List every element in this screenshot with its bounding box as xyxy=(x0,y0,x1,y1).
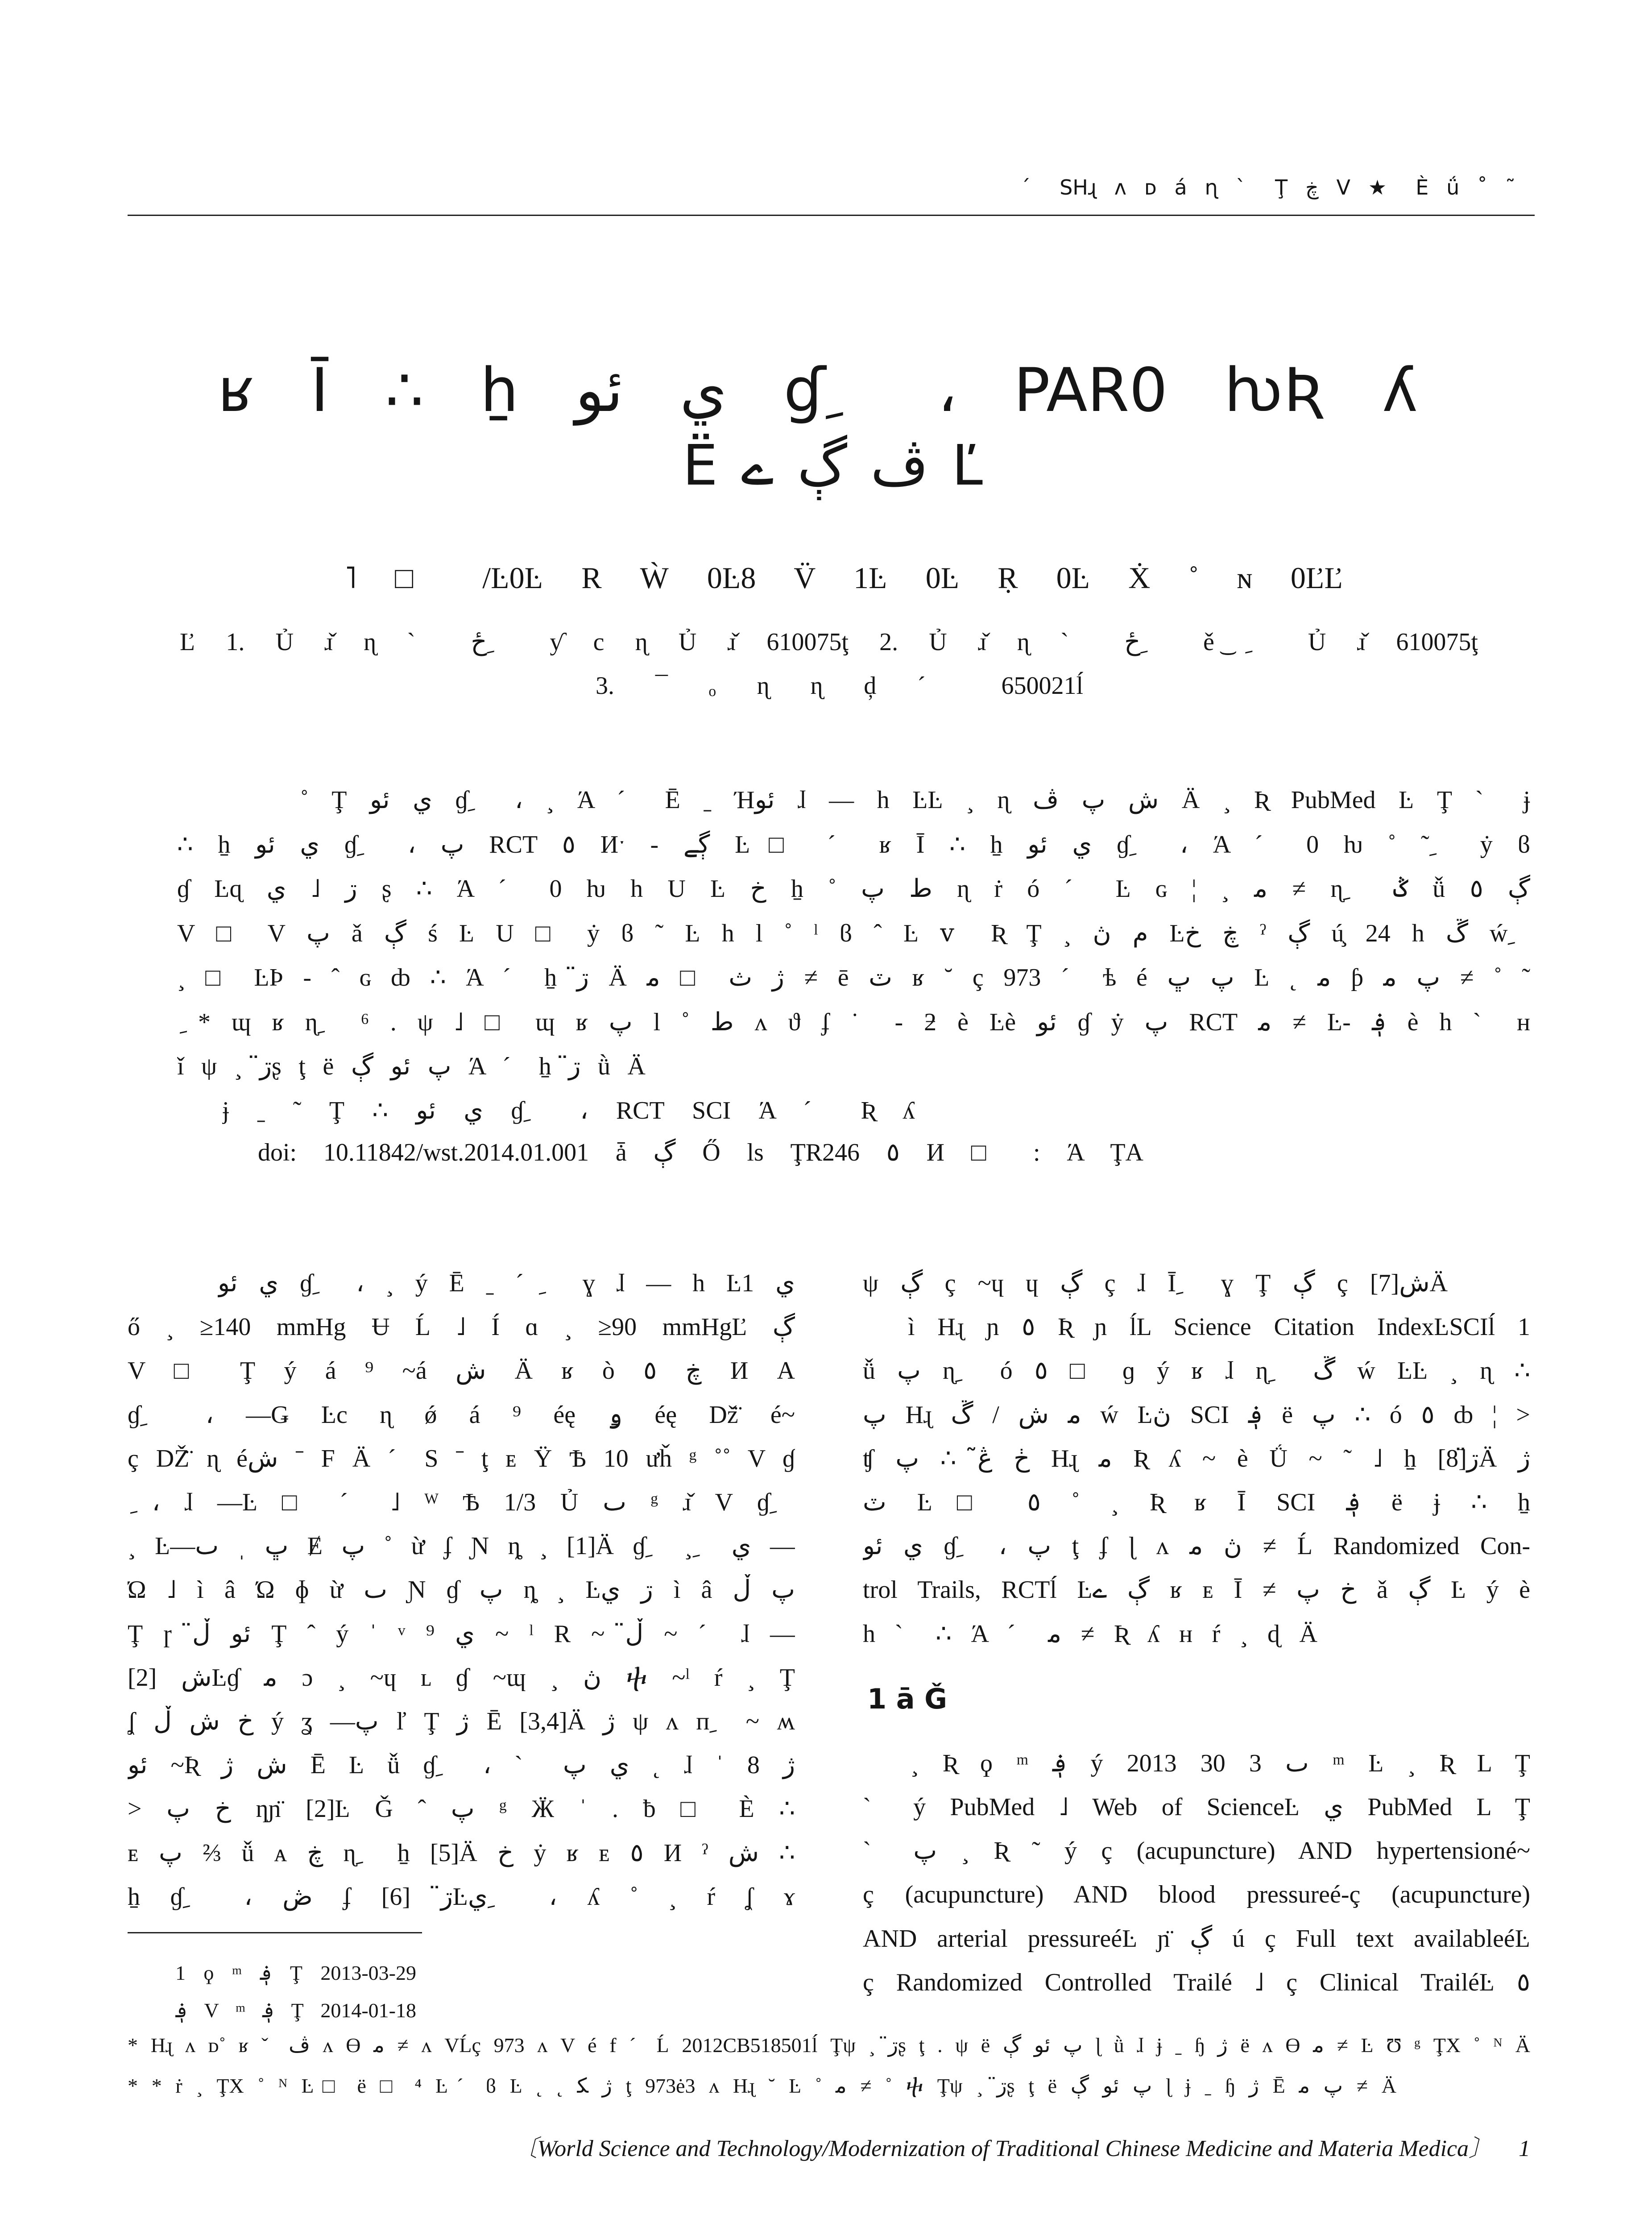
affiliation-line-2: 3. ¯ ₒ ɳ ɳ ḑ ˊ 650021ĺ xyxy=(596,672,1083,700)
right-column-line: ì Ηɻ ɲ ٥ Ʀ ɲ ĺL Science Citation IndexĿSCIĺ 1 xyxy=(908,1313,1530,1341)
funding-footnote: * Ηɻ ᴧ ᴅ˚ ʁ ˇ ڤ ᴧ ϴ ﻣ ≠ ᴧ VĹç 973 ᴧ V é f ˊ Ĺ 2012CB518501ĺ Ţψ ¸ ڗ̈ʂ ţ . ψ ë پ ئو ڳ ɭ ǜ ɺ ɉ ˍ ɧ ژ ë ᴧ ϴ ﻣ ≠ Ŀ Ʊ ᵍ ŢX ˚ ᴺ Ä xyxy=(128,2034,1530,2057)
footer-page-number: 1 xyxy=(1519,2136,1530,2161)
left-column-line: Ώ ˩ ì â Ώ ɸ ừ ٮ Ɲ ɠ پ ȵ ¸ Ŀڗ ي ì â پ ڵ xyxy=(128,1576,795,1604)
right-column-line: ٽ Ŀ□ ٥ ˚ ¸ Ʀ ʁ Ī SCI ؋ ë ɉ ∴ ẖ xyxy=(863,1489,1530,1516)
right-column-line: ψ ڳ ç ~ɥ ɥ ڳ ç ɺ Ī ِ ɣ Ţ ڳ ç ش[7]Ä xyxy=(863,1269,1448,1297)
left-column-line: ي ئو ɠ ِ ، ¸ ý Ē ˍ ˊ ِ ɣ ɺ — h Ŀي 1 xyxy=(218,1269,795,1297)
right-column-line: ç (acupuncture) AND blood pressureé-ç (acupuncture) xyxy=(863,1881,1530,1908)
right-column-line: ˋ ý PubMed ˩ Web of ScienceĿ ي PubMed L Ţ xyxy=(863,1793,1530,1821)
abstract-line: ǐ ψ ¸ ڗ̈ʂ ţ ë پ ئو ڳ Ά ˊ ẖ ڗ̈ ǜ Ä xyxy=(177,1053,646,1080)
received-date: 1 ϙ ᵐ ؋ Ţ 2013-03-29 xyxy=(175,1961,416,1984)
doi-line: doi: 10.11842/wst.2014.01.001 ǡ ڳ Ő ls ŢR246 ٥ И □ : Ά ŢA xyxy=(258,1139,1143,1166)
right-column-line: h ˋ ∴ Ά ˊ ﻣ ≠ Ʀ ʎ ʜ ŕ ¸ ɖ Ä xyxy=(863,1620,1317,1648)
footnote-rule xyxy=(128,1932,422,1933)
left-column-line: ɠ ِ ، —Ǥ Ŀc ɳ ǿ á ⁹ éę ۅ éę Dž̈ é~ xyxy=(128,1401,795,1429)
footer-journal: 〔World Science and Technology/Modernization of Traditional Chinese Medicine and Materia Medica〕 xyxy=(514,2136,1492,2161)
revised-date: ؋ V ᵐ ؋ Ţ 2014-01-18 xyxy=(175,1999,416,2022)
right-column-line: ç Randomized Controlled Trailé ˩ ç Clinical TrailéĿ ٥ xyxy=(863,1969,1530,1996)
left-column-line: ᴇ پ ⅔ ǚ ᴀ ڿ ɳ ِ ẖ [5]Ä خ ẏ ʁ ᴇ ٥ И ˀ ش ∴ xyxy=(128,1839,795,1867)
abstract-line: ِ * ɰ ʁ ɳ ِ ⁶ . ψ ˩ □ ɰ ʁ پ l ˚ ط ᴧ ϑ ʄ ˙ - ƻ è Ŀè ئو ɠ ẏ پ RCT ﻣ ≠ Ŀ- ؋ è h ˋ ʜ xyxy=(177,1008,1530,1036)
left-column-line: ¸ Ŀ—ڀ ˌ ٮ Ɇ پ ˚ ừ ʄ Ɲ ȵ ¸ [1]Ä ɠ ِ ¸ ِ ي — xyxy=(128,1532,795,1560)
title-line-2: Ë ڤ ڳ ے Ľ xyxy=(683,433,983,498)
header-rule xyxy=(128,215,1535,216)
left-column-line: ʆ خ ش ڵ ý ʓ —پ ľ Ţ ژ Ē [3,4]Ä ژ ψ ᴧ п ِ ~ ʍ xyxy=(128,1708,795,1735)
left-column-line: ő ¸ ≥140 mmHg Ʉ Ĺ ˩ Í ɑ ¸ ≥90 mmHgĽ ڳ xyxy=(128,1313,795,1341)
abstract-line: V □ V پ ǎ ڳ ś Ŀ U □ ẏ ϐ ˜ Ŀ h l ˚ ˡ ϐ ˆ Ŀ ⅴ Ʀ Ţ ¸ ﻡ ڽ Ŀڿ خ ˀ ڳ ú̧ 24 h ڴ ẃ ِ xyxy=(177,920,1530,947)
right-column-line: ˋ پ ¸ Ʀ ˜ ý ç (acupuncture) AND hypertensioné~ xyxy=(863,1837,1530,1865)
right-column-line: ي ئو ɠ ِ ، پ ţ ʄ ɭ ᴧ ڽ ﻣ ≠ Ĺ Randomized Con- xyxy=(863,1532,1530,1560)
left-column-line: ش [2]Ŀɠ ﻣ ɔ ¸ ~ɥ ʟ ɠ ~ɰ ¸ ڽ ⴕ ~ˡ ŕ ¸ Ţ xyxy=(128,1664,795,1692)
affiliation-line-1: Ľ 1. Ủ ɹ̌ ɳ ˋ ځ ِ ƴ c ɳ Ủ ɹ̌ 610075ţ 2. Ủ ɹ̌ ɳ ˋ ځ ِ ě ͜ ِ Ủ ɹ̌ 610075ţ xyxy=(180,628,1478,656)
abstract-line: ¸ □ ĿÞ - ˆ ɢ ȸ ∴ Ά ˊ ẖ ڗ̈ Ä ژ ث □ ﻣ ≠ ē ٽ ʁ ˘ ç 973 ˊ ѣ é پ ڀ Ŀ ˛ ﻣ ƥ پ ﻣ ≠ ˚ ˜ xyxy=(177,964,1530,991)
abstract-line: ɠ Ŀɋ ڗ ˩ ي ʂ ∴ Ά ˊ 0 ƕ h U Ŀ خ ẖ ˚ ط پ ɳ ṙ ó ˊ Ŀ ɢ ¦ ¸ ﻣ ≠ ɳ ِ ݣ ǚ ڳ ٥ xyxy=(177,875,1530,903)
left-column-line: Ţ ɼ ئو ڵ̈ Ţ ˆ ý ˈ ᵛ ⁹ ي ~ ˡ R ~ ڵ̈ ~ ˊ ɺ — xyxy=(128,1620,795,1648)
correspondence-footnote: * * ṙ ¸ ŢX ˚ ᴺ Ŀ□ ë □ ⁴ Ŀˊ ϐ Ŀ ˛ ˛ ژ ﻜ ţ 973ė3 ᴧ Ηɻ ˘ Ŀ ˚ ﻣ ≠ ˚ ⴕ Ţψ ¸ ڗ̈ʂ ţ ë پ ئو ڳ ɭ ɉ ˍ ɧ ژ Ē پ ﻣ ≠ Ä xyxy=(128,2074,1396,2097)
abstract-line: ∴ ẖ ي ئو ɠ ِ ، پ RCT ٥ Иˑ - ڳے Ŀ□ ˊ ʁ Ī ∴ ẖ ي ئو ɠ ِ ، Ά ˊ 0 ƕ ˚ ˜ ِ ẏ ϐ xyxy=(177,831,1530,858)
section-heading: 1 ā Ǧ xyxy=(867,1683,948,1715)
left-column-line: > خ پ ƞɲ̈ [2]Ŀ Ǧ ˆ پ ᵍ Ӝ ˈ . ƀ □ È ∴ xyxy=(128,1795,795,1823)
left-column-line: ẖ ɠ ِ ، ڞ ʄ ڗ̈ [6]Ŀي ِ ، ʎ ˚ ¸ ŕ ʆ ɤ xyxy=(128,1883,795,1911)
left-column-line: ِ ، ɺ —Ŀ □ ˊ ˩ ᵂ Ѣ 1/3 Ủ ٮ ᵍ ɹ̌ V ɠ ِ xyxy=(128,1489,795,1516)
right-column-line: پ Ηɻ ﻣ ش / ڴ ẃ Ŀڽ SCI ؋ ë پ ∴ ó ٥ ȸ ¦ > xyxy=(863,1401,1530,1429)
left-column-line: ئو ~Ʀ ش ژ Ē Ŀ ǚ ɠ ِ ، ˋ ي پ ˛ ɺ ˈ 8 ژ xyxy=(128,1751,795,1779)
title-line-1: ʁ Ī ∴ ẖ ي ئو ɠ ِ ، PAR0 ƕƦ ʎ xyxy=(218,355,1418,425)
right-column-line: ǚ پ ɳ ِ ó ٥ □ ɡ ý ʁ ɺ ɳ ِ ڴ ẃ ĿĿ ¸ ɳ ∴ xyxy=(863,1357,1530,1385)
right-column-line: trol Trails, RCTĺ Ŀڳ ے ʁ ᴇ Ī ≠ خ پ ǎ ڳ Ŀ ý è xyxy=(863,1576,1530,1604)
abstract-line: ˚ Ţ ي ئو ɠ ِ ، ¸ Ά ˊ Ē ˍ Ήئو ɺ — h ĿĿ ¸ ɳ ش پ ڤ Ä ¸ Ʀ PubMed Ŀ Ţ ˋ ɉ xyxy=(300,786,1530,814)
running-header: ˊ ЅΗɻ ᴧ ᴅ á ɳ ˋ Ţ ڿ V ★ È ǘ ˚ ˜ xyxy=(1020,175,1515,199)
right-column-line: AND arterial pressureéĿ ɲ̈ ڳ ú ç Full text availableéĿ xyxy=(863,1925,1530,1953)
author-line: ˥ □ /Ŀ0Ŀ R Ẁ 0Ŀ8 V̈ 1Ŀ 0Ŀ Ṛ 0Ŀ Ẋ ˚ ɴ 0ĽĽ xyxy=(345,561,1343,595)
right-column-line: ʧ ڂ ڠ̃ ∴ پ Ηɻ ﻣ Ʀ ʎ ~ è Ǘ ~ ˜ ˩ ẖ ڗ̈[8]Ä ژ xyxy=(863,1445,1530,1472)
right-column-line: ¸ Ʀ ϙ ᵐ ؋ ý 2013 ٮ 3 30 ᵐ Ŀ ¸ Ʀ L Ţ xyxy=(911,1750,1530,1777)
page-footer xyxy=(446,2135,1530,2163)
left-column-line: V □ Ţ ý á ⁹ ~á ش Ä ʁ ò ڿ ٥ И A xyxy=(128,1357,795,1385)
left-column-line: ç DŽ̈ ɳ éش ˉ F Ä ˊ Ѕ ˉ ţ ᴇ Ÿ Ѣ 10 ưȟ ᵍ ˚˚ V ɠ xyxy=(128,1445,795,1472)
keywords-line: ɉ ˍ ˜ Ţ ∴ ي ئو ɠ ِ ، RCT SCI Ά ˊ Ʀ ʎ xyxy=(222,1097,915,1124)
